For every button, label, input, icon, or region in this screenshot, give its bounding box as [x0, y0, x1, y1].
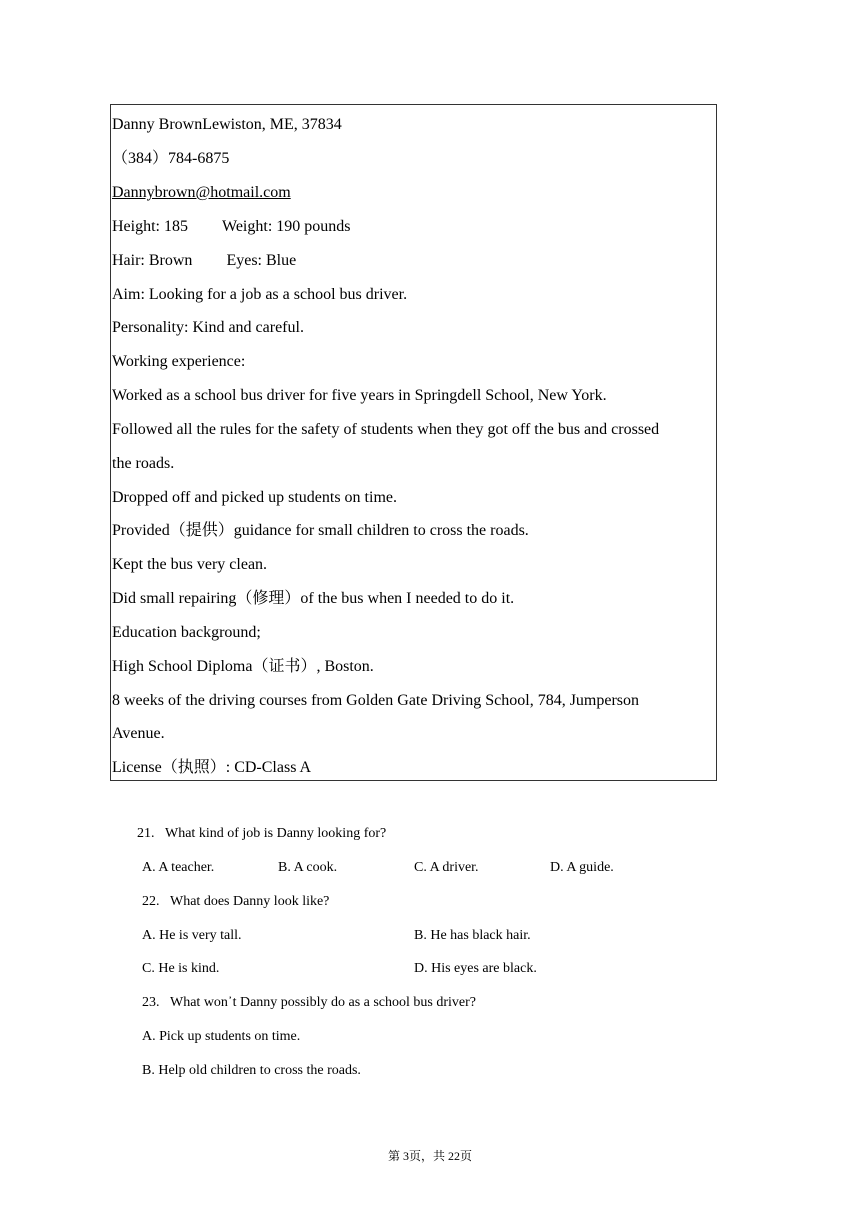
- resume-experience-item: Followed all the rules for the safety of students when they got off the bus and crossed: [112, 421, 660, 438]
- resume-eyes: Eyes: Blue: [226, 252, 297, 269]
- question-21-option-c: C. A driver.: [414, 860, 479, 875]
- resume-education-item: High School Diploma（证书）, Boston.: [112, 658, 374, 675]
- resume-height: Height: 185: [112, 218, 188, 235]
- resume-experience-item: Did small repairing（修理）of the bus when I needed to do it.: [112, 590, 515, 607]
- question-22-option-a: A. He is very tall.: [142, 928, 242, 943]
- question-22-option-c: C. He is kind.: [142, 961, 220, 976]
- resume-license: License（执照）: CD-Class A: [112, 759, 312, 776]
- resume-phone: （384）784-6875: [112, 150, 230, 167]
- resume-education-heading: Education background;: [112, 624, 261, 641]
- resume-experience-item-continued: the roads.: [112, 455, 175, 472]
- resume-education-item: 8 weeks of the driving courses from Golden Gate Driving School, 784, Jumperson: [112, 692, 640, 709]
- question-22-option-b: B. He has black hair.: [414, 928, 531, 943]
- resume-name-address: Danny BrownLewiston, ME, 37834: [112, 116, 342, 133]
- resume-experience-item: Provided（提供）guidance for small children to cross the roads.: [112, 522, 529, 539]
- resume-experience-item: Worked as a school bus driver for five years in Springdell School, New York.: [112, 387, 607, 404]
- resume-hair: Hair: Brown: [112, 252, 193, 269]
- question-21-option-d: D. A guide.: [550, 860, 614, 875]
- question-22-stem: 22. What does Danny look like?: [142, 894, 330, 909]
- resume-experience-heading: Working experience:: [112, 353, 246, 370]
- question-22-option-d: D. His eyes are black.: [414, 961, 537, 976]
- resume-aim: Aim: Looking for a job as a school bus driver.: [112, 286, 408, 303]
- question-21-option-a: A. A teacher.: [142, 860, 215, 875]
- resume-hair-eyes: [112, 251, 296, 271]
- question-23-option-b: B. Help old children to cross the roads.: [142, 1063, 361, 1078]
- resume-height-weight: [112, 217, 350, 237]
- resume-experience-item: Kept the bus very clean.: [112, 556, 268, 573]
- question-23-stem: 23. What won᾿t Danny possibly do as a school bus driver?: [142, 995, 476, 1010]
- question-23-option-a: A. Pick up students on time.: [142, 1029, 301, 1044]
- page-number-footer: 第 3页，共 22页: [387, 1149, 472, 1163]
- resume-personality: Personality: Kind and careful.: [112, 319, 304, 336]
- question-21-stem: 21. What kind of job is Danny looking for?: [137, 826, 387, 841]
- resume-box: [110, 104, 717, 781]
- question-21-option-b: B. A cook.: [278, 860, 338, 875]
- resume-education-item-continued: Avenue.: [112, 725, 165, 742]
- resume-experience-item: Dropped off and picked up students on time.: [112, 489, 397, 506]
- resume-email-link[interactable]: Dannybrown@hotmail.com: [112, 184, 291, 201]
- resume-weight: Weight: 190 pounds: [222, 218, 351, 235]
